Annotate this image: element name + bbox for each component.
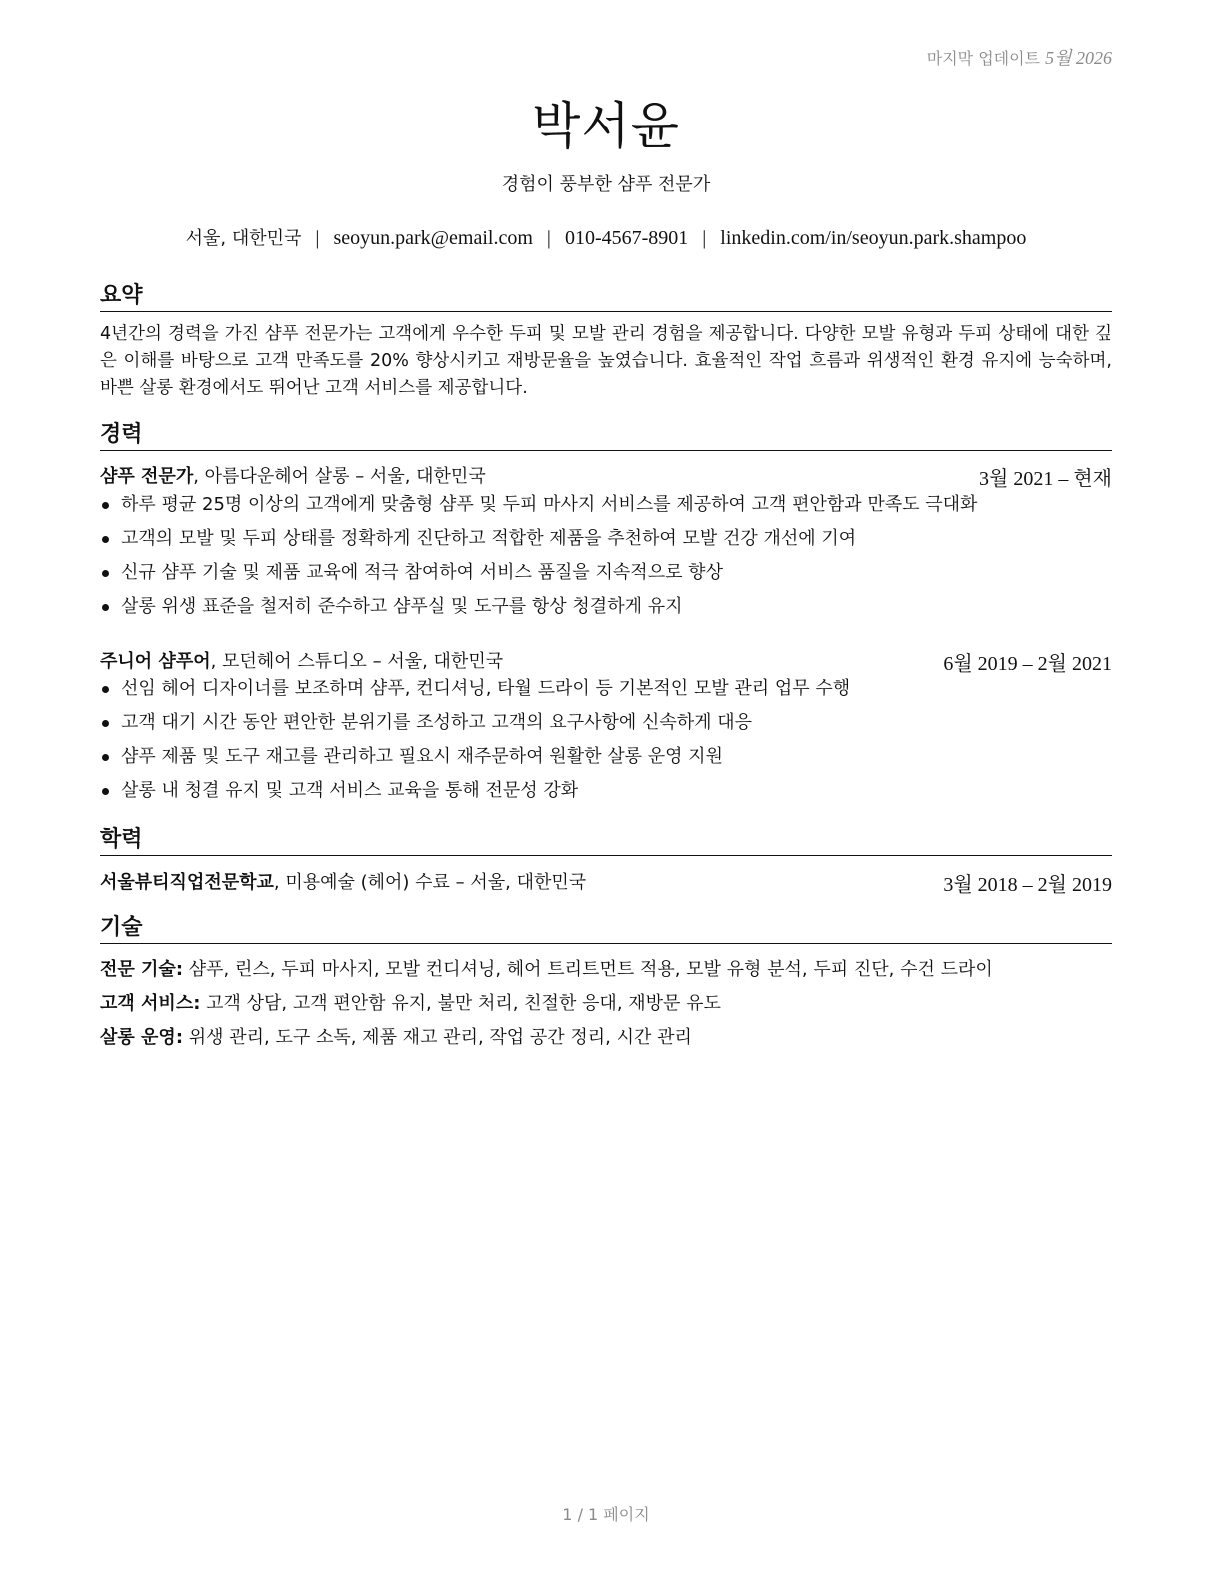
last-updated-label: 마지막 업데이트: [926, 49, 1041, 68]
list-item: 고객의 모발 및 두피 상태를 정확하게 진단하고 적합한 제품을 추천하여 모발 건강 개선에 기여: [100, 527, 1112, 561]
list-item: 살롱 위생 표준을 철저히 준수하고 샴푸실 및 도구를 항상 청결하게 유지: [100, 595, 1112, 629]
section-heading-education: 학력: [100, 822, 1112, 856]
job-employer: , 모던헤어 스튜디오 – 서울, 대한민국: [210, 651, 504, 672]
section-heading-summary: 요약: [100, 278, 1112, 312]
summary-text: 4년간의 경력을 가진 샴푸 전문가는 고객에게 우수한 두피 및 모발 관리 경험을 제공합니다. 다양한 모발 유형과 두피 상태에 대한 깊은 이해를 바탕으로 고객 만족도를 20% 향상시키고 재방문율을 높였습니다. 효율적인 작업 흐름과 위생적인 환경 유지에 능숙하며, 바쁜 살롱 환경에서도 뛰어난 고객 서비스를 제공합니다.: [100, 324, 1112, 398]
skill-label: 전문 기술:: [100, 959, 184, 980]
contact-linkedin[interactable]: linkedin.com/in/seoyun.park.shampoo: [720, 227, 1027, 249]
contact-separator: |: [702, 227, 707, 249]
contact-phone: 010-4567-8901: [564, 227, 689, 249]
education-detail: , 미용예술 (헤어) 수료 – 서울, 대한민국: [273, 872, 587, 893]
section-heading-skills: 기술: [100, 910, 1112, 944]
list-item: 선임 헤어 디자이너를 보조하며 샴푸, 컨디셔닝, 타월 드라이 등 기본적인 모발 관리 업무 수행: [100, 677, 1112, 711]
job-bullets: [100, 493, 1112, 629]
list-item: 신규 샴푸 기술 및 제품 교육에 적극 참여하여 서비스 품질을 지속적으로 향상: [100, 561, 1112, 595]
skill-line: [100, 955, 1112, 981]
skill-line: [100, 1023, 1112, 1049]
job-dates: 3월 2021 – 현재: [979, 468, 1112, 490]
job-employer: , 아름다운헤어 살롱 – 서울, 대한민국: [193, 466, 486, 487]
page-number: 1 / 1 페이지: [562, 1505, 650, 1524]
list-item: 샴푸 제품 및 도구 재고를 관리하고 필요시 재주문하여 원활한 살롱 운영 지원: [100, 745, 1112, 779]
job-title: 주니어 샴푸어: [100, 651, 211, 672]
list-item: 살롱 내 청결 유지 및 고객 서비스 교육을 통해 전문성 강화: [100, 779, 1112, 813]
candidate-name: 박서윤: [532, 97, 680, 155]
education-entry: [100, 868, 1112, 894]
list-item: 하루 평균 25명 이상의 고객에게 맞춤형 샴푸 및 두피 마사지 서비스를 제공하여 고객 편안함과 만족도 극대화: [100, 493, 1112, 527]
contact-separator: |: [546, 227, 551, 249]
job-dates: 6월 2019 – 2월 2021: [943, 653, 1112, 675]
school-name: 서울뷰티직업전문학교: [100, 872, 274, 893]
skill-label: 살롱 운영:: [100, 1027, 184, 1048]
list-item: 고객 대기 시간 동안 편안한 분위기를 조성하고 고객의 요구사항에 신속하게 대응: [100, 711, 1112, 745]
education-dates: 3월 2018 – 2월 2019: [943, 874, 1112, 896]
contact-line: [100, 224, 1112, 250]
job-bullets: [100, 677, 1112, 813]
job-header: [100, 462, 1112, 488]
skill-label: 고객 서비스:: [100, 993, 201, 1014]
last-updated: [927, 44, 1112, 70]
last-updated-date: 5월 2026: [1045, 48, 1112, 68]
section-heading-experience: 경력: [100, 417, 1112, 451]
contact-email[interactable]: seoyun.park@email.com: [333, 227, 533, 249]
candidate-subtitle: 경험이 풍부한 샴푸 전문가: [501, 174, 711, 195]
skill-value: 위생 관리, 도구 소독, 제품 재고 관리, 작업 공간 정리, 시간 관리: [183, 1027, 692, 1048]
skill-value: 샴푸, 린스, 두피 마사지, 모발 컨디셔닝, 헤어 트리트먼트 적용, 모발 유형 분석, 두피 진단, 수건 드라이: [183, 959, 993, 980]
contact-location: 서울, 대한민국: [185, 228, 302, 249]
resume-page: [100, 0, 1112, 1584]
contact-separator: |: [315, 227, 320, 249]
skill-line: [100, 989, 1112, 1015]
skill-value: 고객 상담, 고객 편안함 유지, 불만 처리, 친절한 응대, 재방문 유도: [200, 993, 721, 1014]
job-header: [100, 647, 1112, 673]
job-title: 샴푸 전문가: [100, 466, 194, 487]
